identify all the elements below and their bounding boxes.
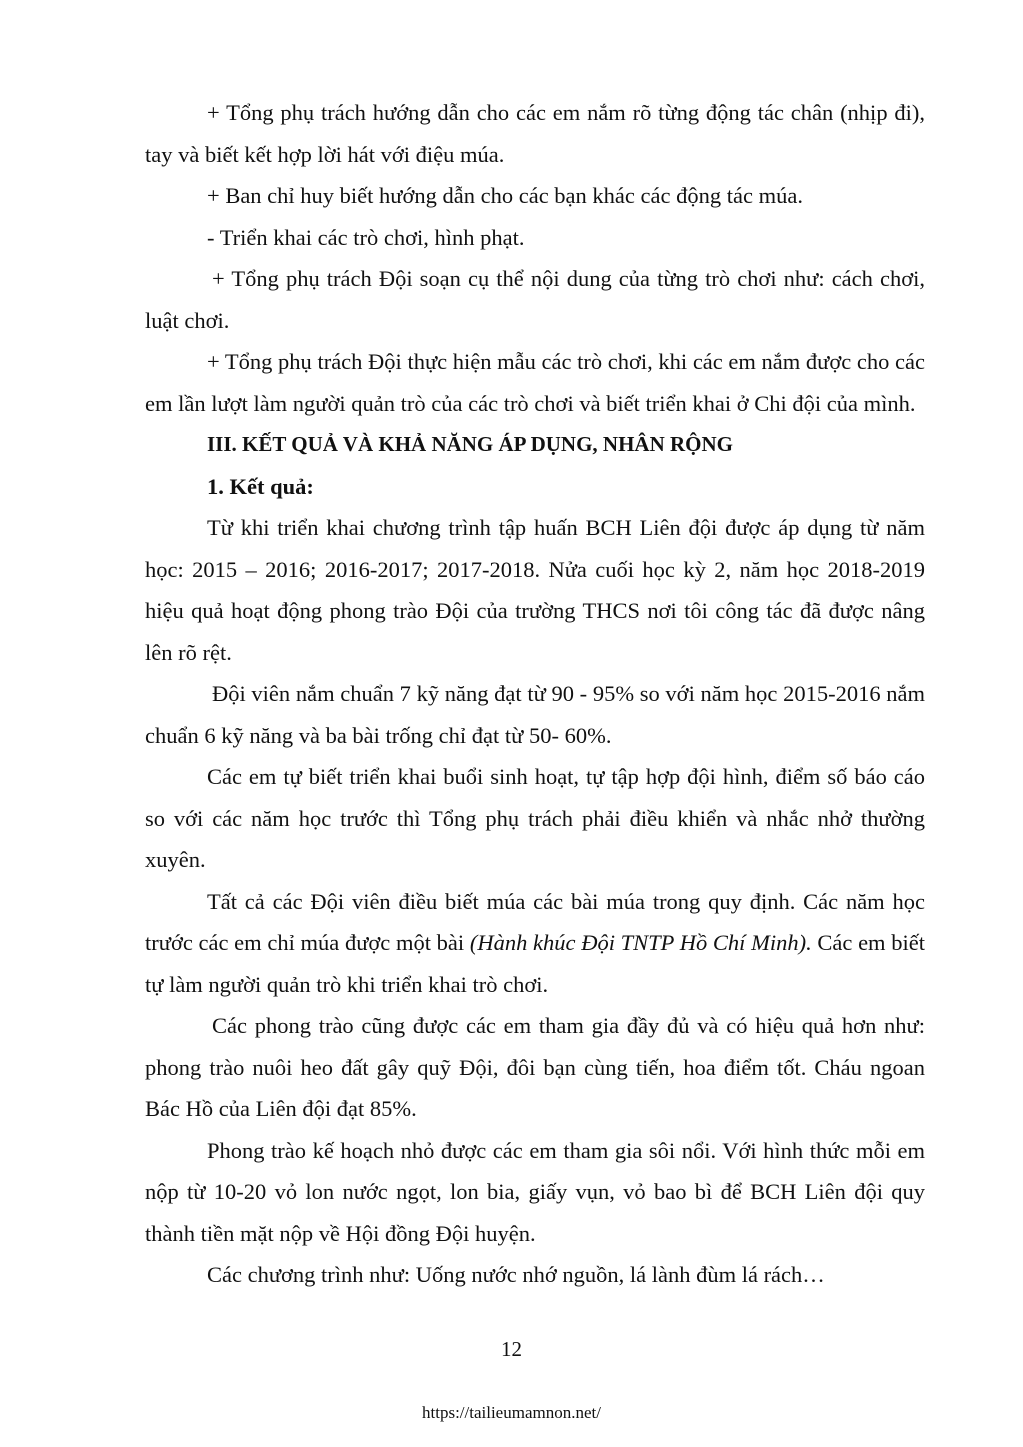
- paragraph-activities-result: Các em tự biết triển khai buổi sinh hoạt, tự tập hợp đội hình, điểm số báo cáo so với các năm học trước thì Tổng phụ trách phải điều khiển và nhắc nhở thường xuyên.: [145, 764, 925, 872]
- paragraph-games-content: + Tổng phụ trách Đội soạn cụ thể nội dung của từng trò chơi như: cách chơi, luật chơi.: [145, 266, 925, 333]
- paragraph-dance-result: [145, 881, 925, 1006]
- paragraph-movements-result: Các phong trào cũng được các em tham gia đầy đủ và có hiệu quả hơn như: phong trào nuôi heo đất gây quỹ Đội, đôi bạn cùng tiến, hoa điểm tốt. Cháu ngoan Bác Hồ của Liên đội đạt 85%.: [145, 1013, 925, 1121]
- dance-text-before: Tất cả các Đội viên điều biết múa các bài múa trong quy định. Các năm học trước các em chỉ múa được một bài: [145, 888, 925, 955]
- paragraph-dance-guidance: + Tổng phụ trách hướng dẫn cho các em nắm rõ từng động tác chân (nhịp đi), tay và biết kết hợp lời hát với điệu múa.: [145, 100, 925, 167]
- paragraph-games-deploy: - Triển khai các trò chơi, hình phạt.: [207, 224, 525, 250]
- document-body: [145, 92, 925, 1296]
- page-number: 12: [501, 1337, 522, 1361]
- paragraph-small-plan: Phong trào kế hoạch nhỏ được các em tham gia sôi nổi. Với hình thức mỗi em nộp từ 10-20 vỏ lon nước ngọt, lon bia, giấy vụn, vỏ bao bì để BCH Liên đội quy thành tiền mặt nộp về Hội đồng Đội huyện.: [145, 1137, 925, 1246]
- section-heading: III. KẾT QUẢ VÀ KHẢ NĂNG ÁP DỤNG, NHÂN RỘNG: [207, 432, 734, 456]
- subsection-heading: 1. Kết quả:: [207, 473, 314, 499]
- paragraph-command-guidance: + Ban chỉ huy biết hướng dẫn cho các bạn khác các động tác múa.: [207, 183, 803, 208]
- footer-url: https://tailieumamnon.net/: [422, 1403, 601, 1422]
- dance-title-italic: (Hành khúc Đội TNTP Hồ Chí Minh).: [469, 930, 812, 955]
- paragraph-skills-result: Đội viên nắm chuẩn 7 kỹ năng đạt từ 90 - 95% so với năm học 2015-2016 nắm chuẩn 6 kỹ năng và ba bài trống chỉ đạt từ 50- 60%.: [145, 681, 925, 748]
- dance-text-after: Các em biết tự làm người quản trò khi triển khai trò chơi.: [145, 930, 925, 997]
- paragraph-games-demo: + Tổng phụ trách Đội thực hiện mẫu các trò chơi, khi các em nắm được cho các em lần lượt làm người quản trò của các trò chơi và biết triển khai ở Chi đội của mình.: [145, 349, 925, 416]
- paragraph-programs: Các chương trình như: Uống nước nhớ nguồn, lá lành đùm lá rách…: [207, 1262, 825, 1287]
- paragraph-results-intro: Từ khi triển khai chương trình tập huấn BCH Liên đội được áp dụng từ năm học: 2015 – 2016; 2016-2017; 2017-2018. Nửa cuối học kỳ 2, năm học 2018-2019 hiệu quả hoạt động phong trào Đội của trường THCS nơi tôi công tác đã được nâng lên rõ rệt.: [145, 515, 925, 665]
